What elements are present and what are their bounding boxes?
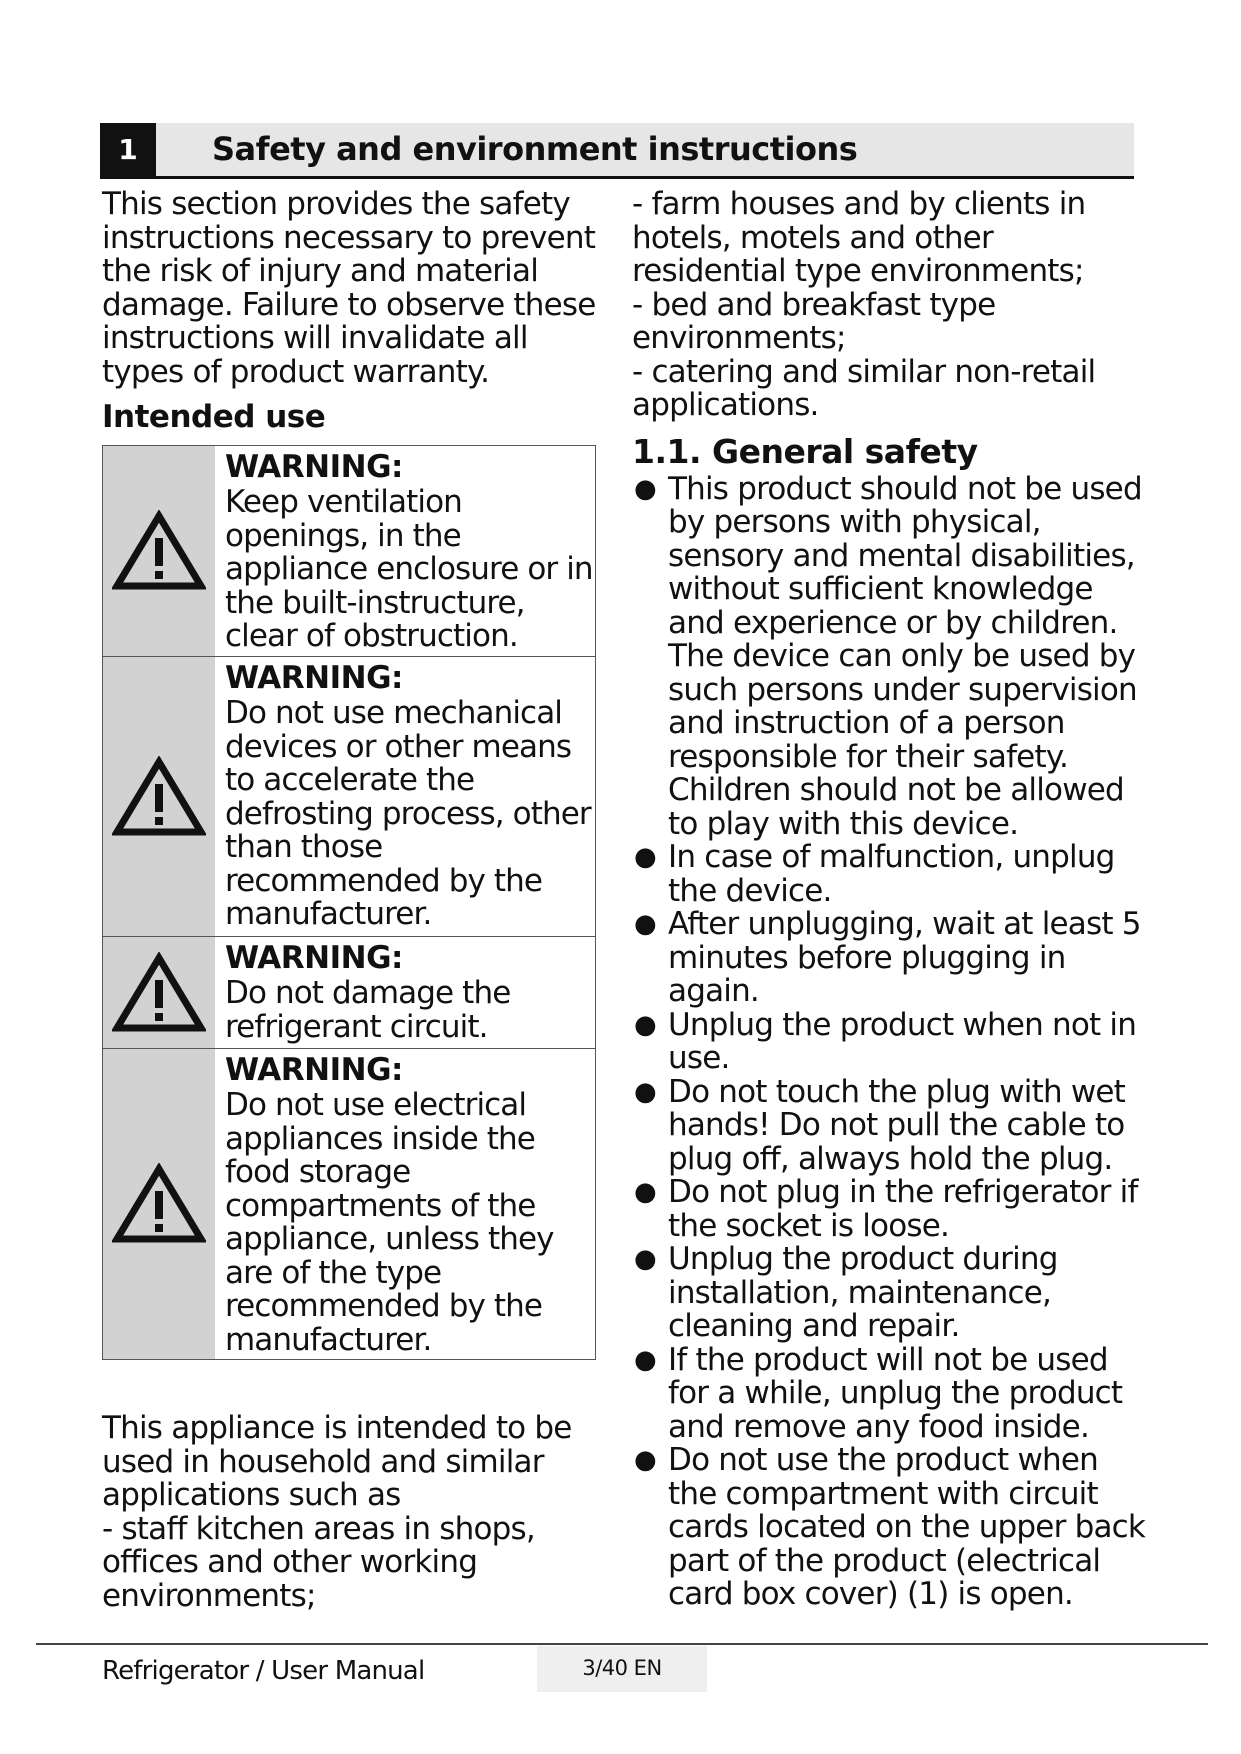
warning-text-cell [215, 937, 595, 1048]
warning-icon-cell [103, 1049, 215, 1359]
continued-line: - catering and similar non-retail applications. [632, 353, 1096, 423]
list-item [632, 470, 1152, 842]
list-item-text: Unplug the product during installation, maintenance, cleaning and repair. [668, 1241, 1058, 1344]
intended-use-heading: Intended use [102, 399, 326, 435]
warning-label: WARNING: [225, 660, 403, 696]
right-column [632, 188, 1152, 1612]
warning-row [103, 936, 595, 1048]
list-item-text: Do not touch the plug with wet hands! Do not pull the cable to plug off, always hold the plug. [668, 1073, 1126, 1177]
chapter-title: Safety and environment instructions [212, 130, 858, 168]
section-title: 1.1. General safety [632, 431, 978, 471]
warning-icon-cell [103, 446, 215, 656]
bullet-dot-icon: ● [634, 842, 656, 872]
list-item-text: After unplugging, wait at least 5 minutes before plugging in again. [668, 906, 1141, 1009]
warning-triangle-icon [112, 510, 206, 592]
bullet-dot-icon: ● [634, 909, 656, 939]
warning-label: WARNING: [225, 940, 403, 976]
warning-text-cell [215, 1049, 595, 1359]
page-number: 3/40 EN [537, 1646, 707, 1692]
warning-icon-cell [103, 657, 215, 936]
warning-table [102, 445, 596, 1360]
intro-paragraph: This section provides the safety instructions necessary to prevent the risk of injury and material damage. Failure to observe these instructions will invalidate all types of product warranty. [102, 186, 596, 390]
intended-use-paragraph [102, 1412, 602, 1613]
warning-text: Do not damage the refrigerant circuit. [225, 975, 511, 1045]
list-item [632, 1006, 1152, 1076]
bullet-dot-icon: ● [634, 1009, 656, 1040]
footer-manual-title: Refrigerator / User Manual [102, 1656, 425, 1686]
continued-line: - bed and breakfast type environments; [632, 286, 996, 356]
list-item [632, 841, 1152, 908]
bullet-dot-icon: ● [634, 1177, 656, 1207]
continued-line: - farm houses and by clients in hotels, motels and other residential type environments; [632, 186, 1086, 289]
warning-label: WARNING: [225, 1052, 403, 1088]
footer-divider [36, 1643, 1208, 1645]
warning-row [103, 446, 595, 656]
safety-bullet-list [632, 470, 1152, 1612]
bullet-dot-icon: ● [634, 1076, 656, 1107]
list-item-text: This product should not be used by persons with physical, sensory and mental disabilities, without sufficient knowledge and experience or by children. The device can only be used by such persons under supervision and instruction of a person responsible for their safety. Children should not be allowed to play with this device. [668, 470, 1142, 842]
warning-label: WARNING: [225, 449, 403, 485]
bullet-dot-icon: ● [634, 1344, 656, 1375]
intended-use-line: - staff kitchen areas in shops, offices and other working environments; [102, 1510, 535, 1614]
warning-text-cell [215, 657, 595, 936]
chapter-header [100, 123, 1134, 179]
warning-row [103, 1048, 595, 1359]
list-item [632, 1243, 1152, 1344]
list-item [632, 1176, 1152, 1243]
list-item [632, 1444, 1152, 1612]
warning-triangle-icon [112, 1163, 206, 1245]
list-item-text: Do not use the product when the compartment with circuit cards located on the upper back part of the product (electrical card box cover) (1) is open. [668, 1442, 1146, 1612]
warning-row [103, 656, 595, 936]
chapter-number: 1 [100, 123, 156, 176]
list-item-text: If the product will not be used for a while, unplug the product and remove any food inside. [668, 1341, 1123, 1445]
list-item [632, 1341, 1152, 1445]
warning-text: Do not use electrical appliances inside the food storage compartments of the appliance, unless they are of the type recommended by the manufacturer. [225, 1087, 554, 1358]
list-item-text: Do not plug in the refrigerator if the socket is loose. [668, 1174, 1138, 1244]
warning-text-cell [215, 446, 595, 656]
list-item [632, 1073, 1152, 1177]
intended-use-line: This appliance is intended to be used in household and similar applications such as [102, 1410, 572, 1513]
list-item [632, 908, 1152, 1009]
warning-text: Do not use mechanical devices or other means to accelerate the defrosting process, other than those recommended by the manufacturer. [225, 695, 591, 932]
warning-triangle-icon [112, 756, 206, 838]
left-column [102, 188, 612, 1613]
bullet-dot-icon: ● [634, 1244, 656, 1274]
list-item-text: Unplug the product when not in use. [668, 1006, 1137, 1076]
warning-triangle-icon [112, 952, 206, 1034]
warning-icon-cell [103, 937, 215, 1048]
bullet-dot-icon: ● [634, 473, 656, 504]
list-item-text: In case of malfunction, unplug the device. [668, 839, 1115, 909]
warning-text: Keep ventilation openings, in the appliance enclosure or in the built-instructure, clear of obstruction. [225, 484, 593, 654]
bullet-dot-icon: ● [634, 1445, 656, 1475]
